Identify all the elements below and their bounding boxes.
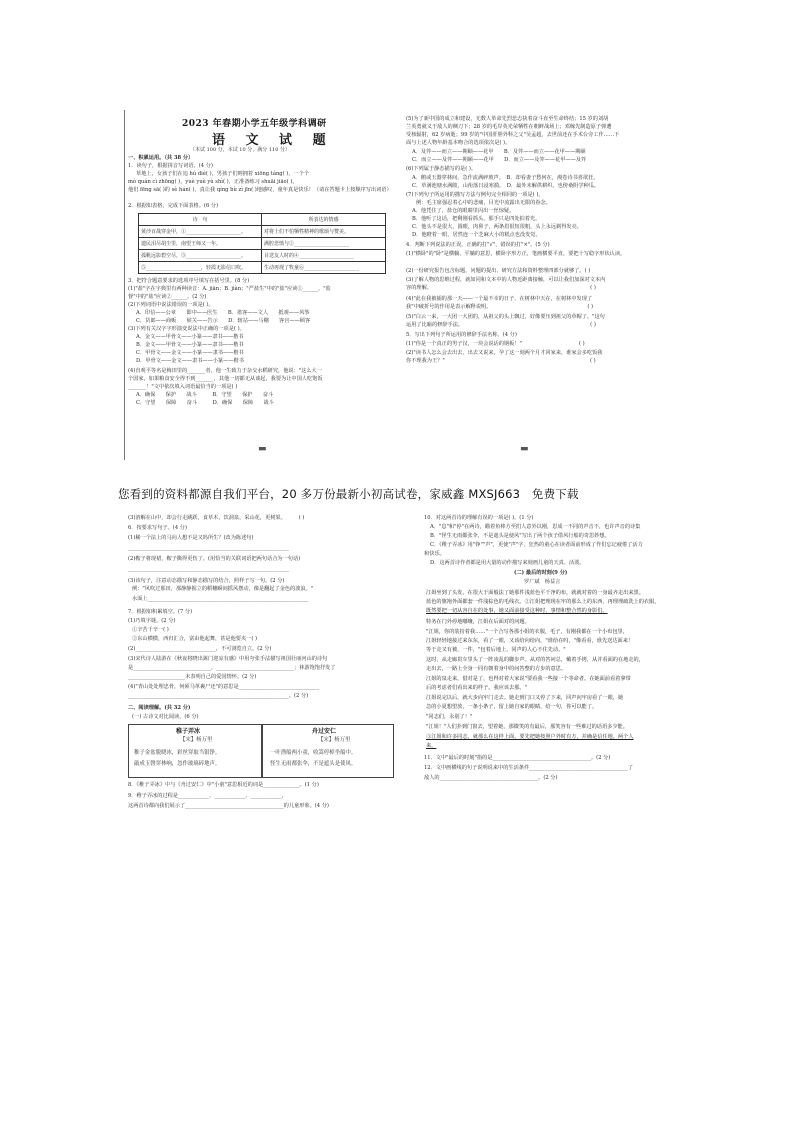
poem-line: 一叶渔船两小童，收篙停棹坐船中。: [270, 750, 357, 756]
poem-table: [138, 213, 386, 274]
table-header-cell: 诗 句: [139, 214, 262, 226]
exam-title: 2023 年春期小学五年级学科调研: [182, 119, 327, 129]
article-line: ③江姐和许多同志，就那么在这样上面，要先把她按照户外时有方，并确是信任地。两个人: [426, 734, 634, 740]
option-line: C．甲骨文——金文——小篆——隶书——楷书: [136, 350, 244, 356]
question-line: (2)下列词语中说法错误的一项是( )。: [128, 302, 214, 308]
article-line: "江姐，你的装扮着我……"一个合写各那小姐的衣服，毛子，有刚我都在一个小布包里，: [426, 629, 628, 635]
table-cell: ⑤______________________，轻霞无影信口吹。: [139, 262, 262, 274]
question-line: (2)"读书人怎么会去出去，出去又说来，孕了这一刻两个月才回家来，谁家会多吃饭我: [406, 350, 603, 356]
question-line: (1)稀一个法上的马向人想不是又吗所生？(改为陈述句): [128, 535, 254, 541]
question-line: 兰英勇就义于敌人的铡刀下；28 岁的毛岸英光荣牺牲在朝鲜战场上；邓稼先制造原子弹遭: [406, 124, 612, 130]
table-cell: 孤帆远影碧空尽，③______________________。: [139, 250, 262, 262]
question-line: 例："风吹过那田，那静静握立的稻穗瞬间摇风摆动，像是翻起了金色的波浪。": [132, 586, 314, 592]
question-line: 3．把符合题意要求的选项序号填写在括号里。(8 分): [128, 278, 250, 284]
question-line: (3)该句子，注意动态描写和静态描写的结合，照样子写一句。(2 分): [128, 578, 285, 584]
question-line: 面与上述人物年龄基本吻合的选项依次是( )。: [406, 140, 511, 146]
section-heading: 二、阅读理解。(共 32 分): [128, 705, 191, 711]
question-line: 12．文中画横线的句子说明说来中的生活条件______________________________________了: [424, 765, 633, 771]
option-line: C．他头不是很大，圆眼，肉鼻子，两条眉很短很粗，头上永远剃得发亮。: [412, 224, 582, 230]
poem-line: 怪生无雨都张伞，不是遮头是使风。: [270, 761, 357, 767]
option-line: 和快乐。: [424, 551, 445, 557]
question-line: 2．根据如表格，完成下面表格。(6 分): [128, 203, 219, 209]
question-line: 个国家，如果粮食安全得不到_______，其他一切都无从谈起，我要为让中国人吃饱饭: [128, 376, 323, 382]
page-top-left: [120, 100, 398, 460]
poem-title: 稚子弄冰: [176, 728, 201, 735]
article-line: 江姐的泉走来，借对是了，也得对着大家说"要看我一些接一个等命者。在她面前看着拿带: [426, 676, 631, 682]
question-line: ______________________________________________________________。(2 分): [128, 693, 309, 699]
table-cell: 黄沙百战穿金甲，①______________________。: [139, 226, 262, 238]
exam-meta: （本试 100 分，本试 10 分，满分 110 分）: [190, 147, 290, 153]
question-line: _______！"文中依次填入词语最恰当的一项是( ): [128, 384, 238, 390]
poem-author: 【宋】杨万里: [318, 737, 351, 743]
poem-author: 【宋】杨万里: [180, 737, 213, 743]
question-line: 例：毛主席强忍着心中的悲痛，目光中流露出无限的眷念。: [416, 200, 551, 206]
section-heading: 一、积累运用。（共 38 分）: [128, 155, 194, 161]
page-mark: ▬: [520, 444, 529, 454]
option-line: A．印信——公章 即中——医生 B．墨客——文人 抵观——风筝: [136, 310, 310, 316]
poem-line: 敲成玉磬穿林响，忽作玻璃碎地声。: [134, 761, 221, 767]
question-line: 草地上，女孩子们在追 hú dié( )，男孩子们则拥着 xiōng táng( )，一个个: [136, 171, 310, 177]
table-row: [139, 262, 386, 274]
question-line: (1)"横卧"的"卧"是横躺、平躺的意思，横卧字形方正，笔画横要平直，要把十写稳字形状认读。: [406, 251, 626, 257]
question-line: (5)为了新中国的成立和建设，无数人革命先烈悲志执着奋斗直至生命终结；15 岁的刘胡: [406, 116, 609, 122]
option-line: C．《稚子弄冰》用"铮""声"，更使"声"字，狂热的童心在读者面前形成了作们忘记疲倦了活力: [430, 542, 643, 548]
page-top-right: [400, 100, 680, 460]
question-line: 受核辐射，62 岁病逝；99 岁的"中国肝胆外科之父"吴孟超，去世前还在手术台旁工作……下: [406, 132, 620, 138]
question-line: 容的理解。 ( ): [406, 285, 596, 291]
question-line: 11．文中"最后的时刻"指的是______________________________________。(2 分): [424, 755, 611, 761]
question-line: (2)一份研究报告包含标题、问题的提出、研究方法和资料整理四部分就够了。( ): [406, 268, 591, 274]
option-line: D．这两首诗作者都是用大量的动作描写来刻画儿童的天真、活泼。: [430, 560, 585, 566]
question-line: (1)"你是一个真正的男子汉，一块会说话的钢板！" ( ): [406, 341, 585, 347]
question-line: ②东山横横，西归汇合，富由他起舞，甚是他要夹一( ): [132, 636, 258, 642]
article-author: 罗广斌 杨益言: [524, 579, 561, 585]
page-mark: ▬: [258, 444, 267, 454]
table-row: [139, 238, 386, 250]
question-line: 9．稚子弄冰的过程是____________、____________、____________，: [128, 793, 287, 799]
question-line: 这两首诗都向我们展示了______________________________________的儿童形象。(4 分): [128, 803, 329, 809]
option-line: D．他瞪着一眼，居然连一个芝麻大小的糕点也没发觉。: [412, 232, 541, 238]
question-line: (3)下列有关汉字字形演变说法中正确的一项是( )。: [128, 326, 245, 332]
question-line: (2)鞍子将现裙，鞍子撕得更伤了。(用恰当的关联词语把两句话合为一句话): [128, 556, 301, 562]
poem-title: 舟过安仁: [312, 728, 337, 735]
question-line: (4)"青山处处埋忠骨，何须马革裹尸还"的意思是_______________________________: [128, 684, 320, 690]
article-line: 江姐轻轻地接过来东东，看了一眼，又该给向给向，"谁给在吗，"像看看，谁先送达面来！: [426, 638, 634, 644]
question-line: mò quán cì zhōng( )，yuè yuè yù shì( )，正准备练习 shuāi jiāo( )。: [128, 179, 298, 185]
article-line: 来。: [426, 743, 437, 749]
article-line: 这时，从走廊贯车里头了一阵凌乱的脚步声。从对的答问总，戴着手铐，从并看面的在地走的，: [426, 657, 644, 663]
article-line: 既然要把一切从容自在的处事，她又面前接受这种时，事情和整合然的身影们。: [426, 608, 608, 614]
question-line: 我"中破折号的作用是表示解释说明。 ( ): [406, 304, 594, 310]
question-line: 8．《稚子弄冰》中与《舟过安仁》中"小童"意思相近的词是______________。(1 分): [128, 782, 319, 788]
option-line: A．他凭住了，盐仓的眼睛里闪出一丝惊疑。: [412, 208, 515, 214]
question-line: 他们 fēng sā( )的 sè hán( )，真让我 qíng bù zì jīn( )地感叹，童年真是快乐！（请在答题卡上按顺序写出词语）: [128, 187, 392, 193]
question-line: (3)溶解在山中，却会行走跳跃，食草木，饮洞泉，采山花，更树果。 ( ): [128, 515, 305, 521]
question-line: 1．读句子，根据拼音写词语。(4 分): [128, 163, 213, 169]
option-line: C．守望 保障 奋斗 D．确保 保障 战斗: [136, 400, 274, 406]
question-line: (4)直观平等名是梅田里的_______者，他一生致力于杂交水稻研究，他说："这么大一: [128, 368, 322, 374]
table-row: [139, 226, 386, 238]
answer-line: ______________________________________________________________: [128, 545, 289, 551]
option-line: A．及笄——而立——期颐——花甲 B．及笄——而立——花甲——期颐: [412, 149, 586, 155]
poem-line: 稚子金盆脱晓冰，彩丝穿取当银铮。: [134, 750, 221, 756]
question-line: (1)"盐"字在字典里有两种读音：A. jiān；B. jiàn；"严盐生"中的"盐"应读①______，"监: [128, 286, 331, 292]
table-cell: 生动再现了牧童⑥______________________: [262, 262, 386, 274]
option-line: C．货郎——商贩 候关——告示 D．辖站——马棚 客官——顾客: [136, 318, 311, 324]
option-line: A．鹅或玉器穿林间，急作流满碎玻声。 B．却看妻子愁何在，漫卷诗书喜欲狂。: [412, 175, 599, 181]
option-line: C．而立——及笄——期颐——花甲 D．而立——及笄——花甲——及笄: [412, 157, 587, 163]
question-line: (2)_______________________________，不可浏览自立。(2 分): [128, 646, 272, 652]
article-line: 特务在门外停地嘟嚷，江姐在后面对的问题。: [426, 619, 530, 625]
page-bottom-right: [404, 505, 688, 850]
article-line: 江姐坐到了头发，在很大于面般法了她那件浅蓝色平千净的布，就就对着的一身最齐走出来黑。: [426, 590, 644, 596]
table-cell: 目送友人时的④______________________: [262, 250, 386, 262]
option-line: A．金文——甲骨文——小篆——隶书——楷书: [136, 334, 244, 340]
table-cell: 满腔悲愤与②______________________: [262, 238, 386, 250]
question-line: (4)"此在我被捕的那一天——一个最不幸的日子，在树林中天在，在树林中发现了: [406, 296, 593, 302]
article-line: "同志们，永别了！": [426, 714, 473, 720]
table-header-row: [139, 214, 386, 226]
table-cell: 遗民泪尽胡尘里，南望王师又一年。: [139, 238, 262, 250]
article-line: 蓝色的旗袍外面都套一件浅棕色的毛线衣。②江姐把理现在牢的那么上的东西，再理理疏洗上的衣服，: [426, 599, 660, 605]
option-line: B．他听了这话，把剩刚看抓头，那手只是四处拍着光。: [412, 216, 541, 222]
option-line: C．草满池塘水满陂，山衔落日浸寒漪。 D．最外未解供耕织，也傍桑阴学种瓜。: [412, 183, 600, 189]
article-line: 等于走又有被，一件，"包着后地上，同声的人心不住先动。": [426, 647, 566, 653]
question-line: (1)巧填字谜。(2 分): [128, 618, 176, 624]
question-line: 运用了比喻的修辞手法。 ( ): [406, 322, 596, 328]
page-bottom-left: [120, 505, 402, 850]
sub-section-heading: (二) 最后的时刻(9 分): [514, 570, 568, 576]
exam-subject: 语 文 试 题: [212, 133, 334, 148]
table-row: [139, 250, 386, 262]
question-line: (6)下列属于静态描写的是( )。: [406, 166, 477, 172]
option-line: D．甲骨文——金文——隶书——小篆——楷书: [136, 358, 244, 364]
question-line: (5)"白云一来，一大团一大团的，从祖父的头上飘过，好像要压到祖父的草帽了。"这句: [406, 314, 605, 320]
table-cell: 对将士们不怕牺牲精神的歌颂与赞美。: [262, 226, 386, 238]
article-line: 走出去，一路上全身一同有朝着身中的问答整的方步的意思。: [426, 666, 567, 672]
question-line: ______________________未表明自己的爱国情怀。(2 分): [128, 674, 257, 680]
question-line: 5．写出下列句子所运用的修辞手法名称。(4 分): [406, 332, 517, 338]
question-line: (7)下列句子所运用的描写方法与例句完全相同的一项是( )。: [406, 192, 544, 198]
question-line: 是______________________________，______________________________；林游饱饱抒发了: [128, 665, 336, 671]
question-line: (3)了解人物的思维过程，就如同和文本中的人物近距离接触，可以让我们加深对文本内: [406, 277, 606, 283]
question-line: 督"中的"盐"应读②______。(2 分): [128, 294, 207, 300]
download-banner[interactable]: 您看到的资料都源自我们平台，20 多万份最新小初高试卷，家威鑫 MXSJ663 免费下载: [118, 487, 579, 501]
article-line: 急的小夏想望放，一条小条子，留上她自家的眼睛，给一句，你可以能了。: [426, 704, 598, 710]
option-line: B．"怪生无雨都张伞，不是遮头是使风"写出了两个孩子借风行船的奇思妙想。: [430, 533, 610, 539]
option-line: A．确保 保护 战斗 B．守望 保护 奋斗: [136, 392, 274, 398]
question-line: 4．判断下列说法的正误，正确的打"√"，错误的打"×"。(5 分): [406, 242, 550, 248]
question-line: 水面上______________________________________________________________: [132, 596, 309, 602]
article-line: 江姐说完以后，就大步向牢门走去。她走到门口又停了下来，回声向牢房看了一眼，她: [426, 695, 624, 701]
question-line: 7．根据如积累填空。(7 分): [128, 609, 193, 615]
table-header-cell: 所表达的情感: [262, 214, 386, 226]
article-line: 后的考虑者们看出来的样子。我应该去那。": [426, 685, 527, 691]
question-line: 6．按要求写句子。(4 分): [128, 525, 187, 531]
question-line: (3)宋代诗人陆游在《秋夜将晓出篱门迎凉有感》中用夸张手法描写祖国壮丽河山的诗句: [128, 656, 328, 662]
answer-line: ______________________________________________________________: [128, 566, 289, 572]
question-line: 敌人的______________________________________。(2 分): [424, 775, 558, 781]
article-line: "江姐！"人们扑到门窗去，望着她，那微笑的有最后，那笑容有一些难过的话语多少能。: [426, 724, 628, 730]
binding-line: [124, 110, 125, 460]
option-line: B．金文——甲骨文——小篆——隶书——楷书: [136, 342, 244, 348]
question-line: 你不理我为王？" ( ): [406, 358, 596, 364]
option-line: A．"息"和"停"在两诗，瞄着鱼棒方至扪人意外以刚，思成一不同的声音不，也许声音的诗集: [430, 524, 641, 530]
question-line: ①辛苦千辛一( ): [132, 627, 169, 633]
sub-section-heading: (一) 古诗文对比阅读。(6 分): [132, 714, 199, 720]
question-line: 10．对这两首诗的理解有误的一项是( )。(1 分): [424, 515, 534, 521]
